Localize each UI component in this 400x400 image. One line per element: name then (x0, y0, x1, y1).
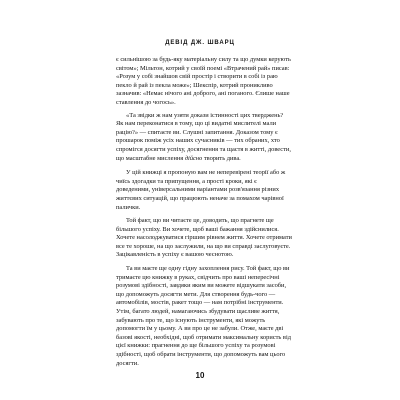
paragraph-3 (116, 169, 292, 212)
paragraph-text: є сильнішою за будь-яку матеріальну силу та що думки керують світом»; Мільтон, котрий у своїй поемі «Втрачений рай» писав: «Розум у собі знайшов свій простір і створити в собі із раю пекло й рай із пекла може»; Шекспір, котрий проникливо зазначив: «Немає нічого ані доброго, ані поганого. Єлише наше ставлення до чогось». (116, 56, 291, 106)
page-body (116, 56, 292, 368)
paragraph-4 (116, 217, 292, 260)
paragraph-2 (116, 112, 292, 164)
paragraph-text: У цій книжці я пропоную вам не неперевірені теорії або ж чиїсь здогадки та припущення, а прості кроки, які є доведеними, універсальними варіантами розв'язання різних життєвих ситуацій, що працюють неначе за помахом чарівної палички. (116, 169, 286, 211)
paragraph-text: Той факт, що ви читаєте це, доводить, що прагнете ще більшого успіху. Ви хочете, щоб ваші бажання здійснилися. Хочете насолоджуватися гіршим рівнем життя. Хочете отримати все те хороше, на що заслужили, на що ви справді заслуговуєте. Зацікавленість в успіху є вашою чеснотою. (116, 217, 292, 259)
running-header: ДЕВІД ДЖ. ШВАРЦ (165, 40, 235, 46)
paragraph-text: Та ви маєте ще одну гідну захоплення рису. Той факт, що ви тримаєте цю книжку в руках, свідчить про ваші непересічні розумові здібності, завдяки яким ви можете відшукати засоби, що допоможуть досягти мети. Для створення будь-чого — автомобілів, мостів, ракет тощо — нам потрібні інструменти. Утім, багато людей, намагаючись збудувати щасливе життя, забувають про те, що існують інструменти, які можуть допомогти їм у цьому. А ви про це не забули. Отже, маєте дві базові якості, необхідні, щоб отримати максимальну користь від цієї книжки: прагнення до ще більшого успіху та розумові здібності, щоб обрати інструменти, що допоможуть вам цього досягти. (116, 265, 291, 367)
paragraph-5 (116, 265, 292, 368)
paragraph-text-tail: творить дива. (202, 154, 241, 162)
paragraph-text: «Та звідки ж нам узяти докази істинності цих тверджень? Як нам переконатися в тому, що ці видатні мислителі мали рацію?» — спитаєте ви. Слушні запитання. Доказом тому є прошарок поміж усіх наших сучасників — тих обраних, хто спромігся досягти успіху, досягнення та щастя в житті, довести, що масштабне мислення (116, 111, 291, 162)
page-number: 10 (195, 371, 205, 380)
paragraph-1 (116, 56, 292, 108)
emphasis-text: дійсно (184, 154, 203, 162)
